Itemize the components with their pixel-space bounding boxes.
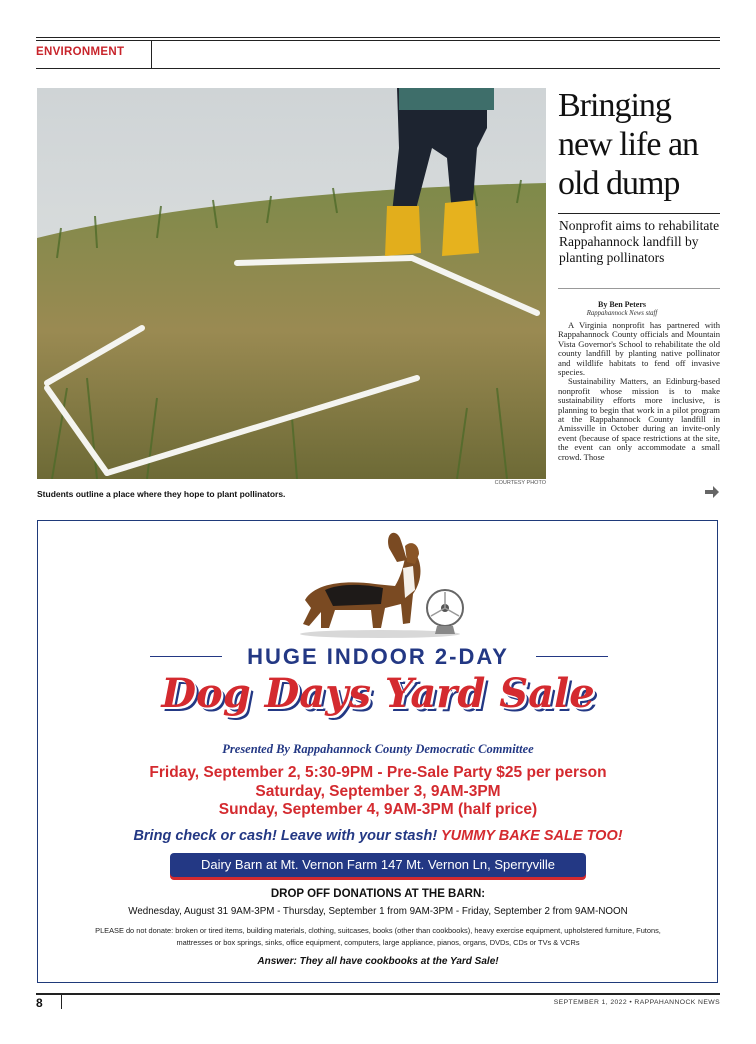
ad-dropoff-times: Wednesday, August 31 9AM-3PM - Thursday, September 1 from 9AM-3PM - Friday, September 2 from 9AM-NOON bbox=[128, 906, 628, 917]
headline-rule bbox=[558, 213, 720, 214]
ad-location-banner: Dairy Barn at Mt. Vernon Farm 147 Mt. Vernon Ln, Sperryville bbox=[170, 853, 586, 877]
ad-bring-line bbox=[0, 828, 756, 844]
article-body bbox=[558, 321, 720, 462]
article-paragraph: Sustainability Matters, an Edinburg-based nonprofit whose mission is to make sustainability efforts more inclusive, is planning to begin that work in a pilot program at the Rappahannock County landfill in Amissville in October during an invite-only event (because of space restrictions at the site, the event can only accommodate a small crowd. Those bbox=[558, 376, 720, 462]
ad-date-line: Friday, September 2, 5:30-9PM - Pre-Sale Party $25 per person bbox=[149, 764, 607, 781]
header-rule-bottom bbox=[36, 68, 720, 69]
header-rule-top bbox=[36, 37, 720, 38]
basset-hound-illustration bbox=[285, 528, 475, 640]
ad-answer: Answer: They all have cookbooks at the Yard Sale! bbox=[257, 956, 499, 967]
article-headline: Bringing new life an old dump bbox=[558, 87, 699, 202]
section-label: ENVIRONMENT bbox=[36, 46, 125, 58]
article-byline: By Ben Peters bbox=[598, 300, 646, 309]
article-deck: Nonprofit aims to rehabilitate Rappahannock landfill by planting pollinators bbox=[559, 218, 720, 265]
photo-caption: Students outline a place where they hope to plant pollinators. bbox=[37, 489, 286, 499]
ad-yummy-text: YUMMY BAKE SALE TOO! bbox=[441, 828, 623, 844]
ad-dropoff-heading: DROP OFF DONATIONS AT THE BARN: bbox=[270, 888, 486, 900]
ad-bring-text: Bring check or cash! Leave with your stash! bbox=[133, 828, 438, 844]
footer-rule bbox=[36, 993, 720, 995]
page-number: 8 bbox=[36, 996, 43, 1010]
article-photo bbox=[37, 88, 546, 479]
ad-headline: HUGE INDOOR 2-DAY bbox=[247, 644, 509, 669]
ad-presented-by: Presented By Rappahannock County Democratic Committee bbox=[222, 742, 534, 756]
landfill-photo-illustration bbox=[37, 88, 546, 479]
ad-date-line: Saturday, September 3, 9AM-3PM bbox=[255, 782, 501, 800]
fan-illustration bbox=[425, 588, 426, 589]
header-divider bbox=[151, 40, 152, 68]
ad-date-line: Sunday, September 4, 9AM-3PM (half price) bbox=[218, 801, 538, 818]
ad-title: Dog Days Yard Sale bbox=[161, 670, 595, 717]
deck-rule bbox=[558, 288, 720, 289]
footer-divider bbox=[61, 995, 62, 1009]
article-paragraph: A Virginia nonprofit has partnered with Rappahannock County officials and Mountain Vista Governor's School to rehabilitate the old county landfill by planting native pollinator and wildlife habitats to fend off invasive species. bbox=[558, 320, 720, 378]
header-rule-top-2 bbox=[36, 40, 720, 41]
photo-credit: COURTESY PHOTO bbox=[494, 480, 546, 486]
ad-dates bbox=[0, 764, 756, 820]
article-byline-affiliation: Rappahannock News staff bbox=[586, 310, 658, 317]
arrow-right-icon[interactable] bbox=[704, 486, 720, 498]
ad-do-not-donate: PLEASE do not donate: broken or tired items, building materials, clothing, suitcases, books (other than cookbooks), heavy exercise equipment, upholstered furniture, Futons, mattresses or box springs, sinks, office equipment, computers, large appliance, pianos, organs, DVDs, CDs or TVs & VCRs bbox=[95, 926, 661, 947]
footer-dateline: SEPTEMBER 1, 2022 • RAPPAHANNOCK NEWS bbox=[553, 999, 720, 1006]
